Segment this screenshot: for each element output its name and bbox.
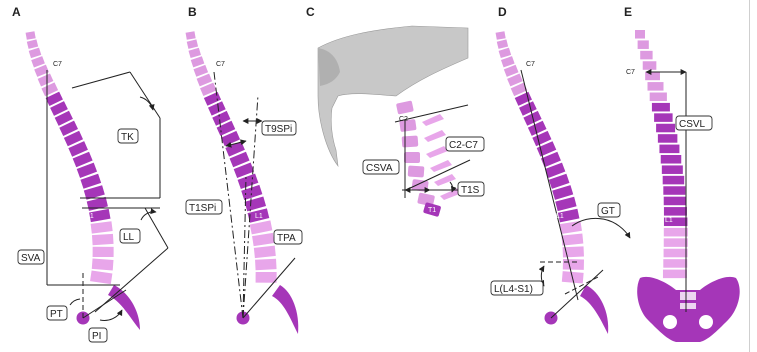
vertebra bbox=[654, 113, 673, 122]
ll-label: LL bbox=[123, 232, 135, 243]
vertebra bbox=[659, 145, 679, 154]
vertebra bbox=[663, 186, 685, 195]
ll-upper-perp bbox=[145, 208, 168, 248]
panel-letter-d: D bbox=[498, 5, 507, 19]
panel-letter-c: C bbox=[306, 5, 315, 19]
obturator-right bbox=[699, 315, 713, 329]
vertebra bbox=[92, 258, 114, 270]
vertebra bbox=[663, 270, 687, 279]
vertebra bbox=[26, 31, 36, 40]
vertebra bbox=[29, 48, 42, 58]
skull-shape bbox=[318, 26, 468, 166]
spinous-process bbox=[422, 114, 444, 126]
spine-b bbox=[186, 31, 277, 282]
vertebra bbox=[250, 220, 273, 234]
vertebra bbox=[256, 272, 277, 283]
panel-a bbox=[12, 5, 168, 342]
obturator-left bbox=[663, 315, 677, 329]
c2c7-label: C2-C7 bbox=[449, 140, 478, 151]
csva-label: CSVA bbox=[366, 163, 393, 174]
vertebra bbox=[91, 221, 113, 233]
vertebra bbox=[663, 259, 687, 268]
panel-letter-e: E bbox=[624, 5, 633, 19]
vertebra bbox=[501, 56, 515, 67]
spine-e bbox=[635, 30, 688, 278]
panel-letter-a: A bbox=[12, 5, 21, 19]
vertebra bbox=[643, 61, 657, 70]
l1-label-b: L1 bbox=[255, 213, 263, 220]
vertebra bbox=[635, 30, 645, 39]
tk-label: TK bbox=[121, 132, 134, 143]
sacrum-shape-b bbox=[272, 285, 298, 334]
vertebra bbox=[188, 48, 200, 58]
t1spi-label: T1SPi bbox=[189, 203, 217, 214]
spine-d bbox=[496, 31, 584, 283]
vertebra bbox=[640, 51, 652, 60]
sacrum-window-2 bbox=[680, 303, 696, 309]
vertebra bbox=[658, 134, 678, 143]
panel-letter-b: B bbox=[188, 5, 197, 19]
vertebra bbox=[650, 93, 667, 102]
vertebra bbox=[656, 124, 675, 133]
vertebra bbox=[92, 234, 114, 245]
vertebra bbox=[93, 247, 114, 257]
vertebra bbox=[499, 48, 512, 58]
vertebra bbox=[186, 31, 196, 40]
csvl-label: CSVL bbox=[679, 119, 706, 130]
panel-d bbox=[491, 5, 633, 334]
vertebra bbox=[402, 135, 419, 147]
pt-angle-arc bbox=[70, 299, 80, 305]
sva-label: SVA bbox=[21, 253, 41, 264]
gt-label: GT bbox=[601, 206, 615, 217]
c2-label: C2 bbox=[399, 116, 408, 123]
vertebra bbox=[638, 40, 649, 49]
vertebra bbox=[560, 221, 582, 234]
vertebra bbox=[87, 197, 108, 211]
vertebra bbox=[31, 56, 45, 67]
vertebra bbox=[396, 100, 414, 114]
l4s1-label: L(L4-S1) bbox=[494, 284, 533, 295]
vertebra bbox=[648, 82, 664, 91]
l1-label-e: L1 bbox=[665, 217, 673, 224]
pelvis-shape bbox=[637, 277, 740, 342]
panel-c bbox=[306, 5, 484, 217]
tk-upper-line bbox=[72, 72, 130, 88]
vertebra bbox=[664, 249, 688, 258]
gt-c7-line bbox=[521, 70, 578, 300]
vertebra bbox=[408, 165, 425, 177]
vertebra bbox=[27, 39, 38, 49]
c7-label-a: C7 bbox=[53, 61, 62, 68]
spinous-processes bbox=[422, 114, 462, 200]
vertebra bbox=[652, 103, 670, 112]
c7-label-e: C7 bbox=[626, 69, 635, 76]
ll-angle-arc bbox=[141, 212, 156, 220]
vertebra bbox=[255, 259, 277, 271]
pi-angle-arc bbox=[100, 310, 122, 320]
vertebra bbox=[561, 233, 583, 245]
pi-label: PI bbox=[92, 331, 102, 342]
vertebra bbox=[663, 176, 685, 185]
vertebra bbox=[187, 39, 198, 48]
right-border bbox=[749, 0, 750, 352]
vertebra bbox=[404, 152, 420, 163]
t9spi-label: T9SPi bbox=[265, 124, 293, 135]
t1-label: T1 bbox=[428, 207, 437, 214]
tk-upper-perp bbox=[130, 72, 160, 118]
vertebra bbox=[664, 197, 687, 206]
vertebra bbox=[662, 165, 683, 174]
c7-label-b: C7 bbox=[216, 61, 225, 68]
vertebra bbox=[661, 155, 682, 164]
vertebra bbox=[664, 228, 688, 237]
l1-label-a: L1 bbox=[86, 213, 94, 220]
pt-label: PT bbox=[50, 309, 63, 320]
c7-label-d: C7 bbox=[526, 61, 535, 68]
vertebra bbox=[563, 259, 584, 270]
spine-a bbox=[26, 31, 114, 284]
t1s-label: T1S bbox=[461, 185, 480, 196]
vertebra bbox=[191, 56, 205, 67]
vertebra bbox=[252, 233, 274, 246]
vertebra bbox=[555, 197, 576, 211]
sacrum-shape-d bbox=[580, 285, 608, 334]
vertebra bbox=[664, 207, 687, 216]
tpa-label: TPA bbox=[277, 233, 296, 244]
vertebra bbox=[254, 246, 276, 258]
sacrum-window-1 bbox=[680, 292, 696, 300]
vertebra bbox=[645, 72, 660, 81]
vertebra bbox=[664, 238, 688, 247]
l1-label-d: L1 bbox=[556, 213, 564, 220]
t1-spi-line bbox=[214, 72, 243, 318]
vertebra bbox=[90, 270, 112, 284]
panel-b bbox=[186, 5, 302, 334]
spinous-process bbox=[426, 146, 448, 158]
spinous-process bbox=[424, 130, 446, 142]
vertebra bbox=[496, 31, 506, 40]
vertebra bbox=[497, 39, 508, 48]
panel-e bbox=[624, 5, 740, 342]
